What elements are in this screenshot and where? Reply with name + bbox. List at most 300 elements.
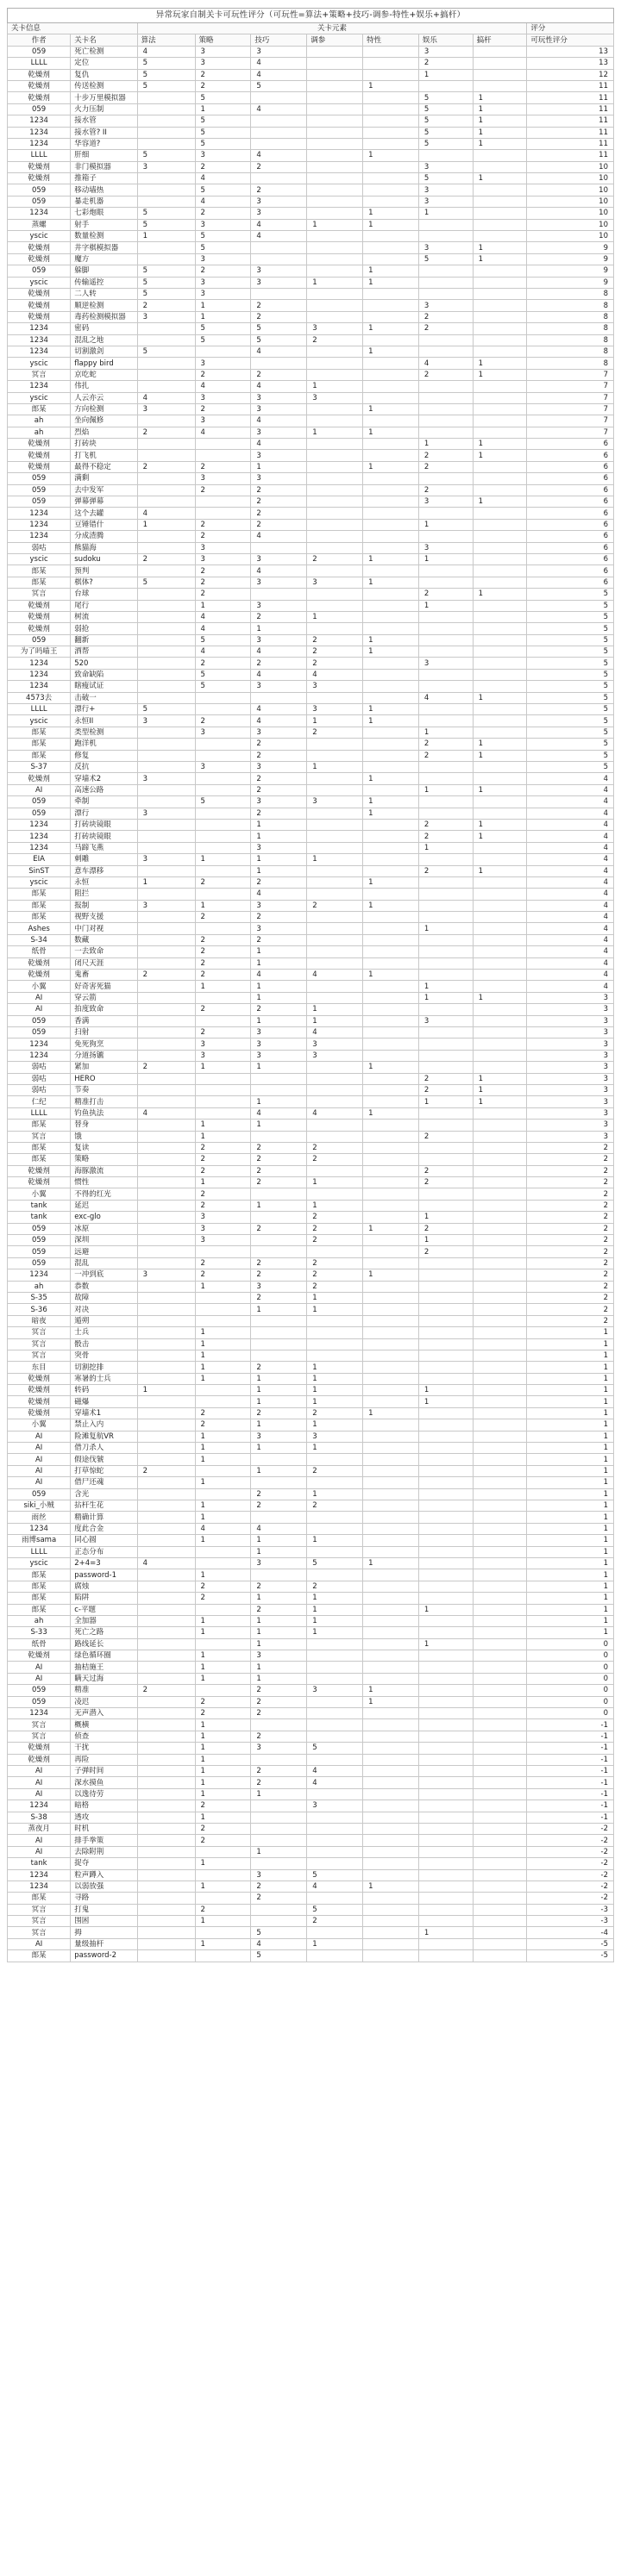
- table-row: [8, 611, 614, 622]
- cell-author: ah: [8, 1615, 71, 1626]
- cell-skill: 3: [251, 762, 307, 773]
- cell-score: 11: [527, 115, 614, 127]
- cell-tuning: [307, 1673, 363, 1684]
- cell-strategy: 5: [195, 138, 251, 149]
- cell-author: 乾燥剂: [8, 80, 71, 91]
- cell-strategy: 3: [195, 542, 251, 553]
- cell-author: 乾燥剂: [8, 957, 71, 969]
- cell-strategy: [195, 739, 251, 750]
- cell-author: LLLL: [8, 1107, 71, 1119]
- cell-author: 雨丝: [8, 1512, 71, 1523]
- cell-strategy: 4: [195, 427, 251, 438]
- cell-entertainment: [418, 1500, 473, 1512]
- cell-score: -2: [527, 1846, 614, 1857]
- cell-level: 深圳: [71, 1235, 137, 1246]
- cell-trick: [473, 1062, 527, 1073]
- cell-entertainment: [418, 1188, 473, 1200]
- cell-skill: 2: [251, 1004, 307, 1015]
- table-row: [8, 739, 614, 750]
- cell-tuning: 2: [307, 1281, 363, 1292]
- cell-feature: [363, 1823, 419, 1834]
- cell-tuning: 1: [307, 219, 363, 230]
- cell-tuning: [307, 358, 363, 369]
- cell-tuning: [307, 1812, 363, 1823]
- cell-entertainment: [418, 1569, 473, 1581]
- group-header-row: [8, 23, 614, 34]
- cell-entertainment: [418, 1650, 473, 1662]
- cell-trick: [473, 519, 527, 530]
- cell-level: 围困: [71, 1916, 137, 1927]
- cell-level: 好奇害死猫: [71, 981, 137, 992]
- cell-tuning: [307, 1188, 363, 1200]
- cell-feature: [363, 889, 419, 900]
- cell-feature: [363, 127, 419, 138]
- cell-entertainment: 1: [418, 992, 473, 1003]
- cell-level: 扫射: [71, 1026, 137, 1038]
- cell-score: 11: [527, 80, 614, 91]
- cell-level: 险滩复航VR: [71, 1431, 137, 1442]
- cell-strategy: [195, 808, 251, 819]
- cell-tuning: [307, 808, 363, 819]
- cell-entertainment: [418, 1026, 473, 1038]
- table-row: [8, 1373, 614, 1384]
- cell-tuning: [307, 819, 363, 830]
- table-row: [8, 1638, 614, 1650]
- cell-score: 1: [527, 1419, 614, 1431]
- cell-level: 去中发军: [71, 484, 137, 496]
- cell-level: 弹幕弹幕: [71, 496, 137, 508]
- cell-score: 5: [527, 600, 614, 611]
- cell-trick: [473, 1731, 527, 1742]
- cell-entertainment: [418, 1443, 473, 1454]
- cell-author: 郎某: [8, 750, 71, 761]
- cell-entertainment: [418, 681, 473, 692]
- cell-level: 借尸还魂: [71, 1477, 137, 1488]
- cell-tuning: [307, 1696, 363, 1707]
- cell-entertainment: [418, 1754, 473, 1765]
- cell-skill: 1: [251, 461, 307, 472]
- cell-skill: 2: [251, 1777, 307, 1788]
- table-row: [8, 1477, 614, 1488]
- cell-algorithm: [137, 1246, 195, 1257]
- header-level: 关卡名: [71, 34, 137, 46]
- cell-entertainment: 1: [418, 1212, 473, 1223]
- cell-level: 量级抽杆: [71, 1938, 137, 1949]
- cell-entertainment: 2: [418, 323, 473, 334]
- cell-tuning: [307, 138, 363, 149]
- table-row: [8, 1407, 614, 1419]
- cell-tuning: 1: [307, 1177, 363, 1188]
- cell-skill: 2: [251, 808, 307, 819]
- cell-feature: 1: [363, 219, 419, 230]
- cell-tuning: [307, 173, 363, 184]
- cell-author: 1234: [8, 658, 71, 669]
- cell-entertainment: [418, 577, 473, 588]
- group-score: 评分: [527, 23, 614, 34]
- table-row: [8, 553, 614, 564]
- table-row: [8, 900, 614, 911]
- table-row: [8, 727, 614, 738]
- table-row: [8, 658, 614, 669]
- cell-level: 度此合金: [71, 1523, 137, 1534]
- cell-feature: [363, 1362, 419, 1373]
- cell-tuning: [307, 831, 363, 842]
- cell-tuning: 1: [307, 715, 363, 727]
- cell-entertainment: [418, 231, 473, 242]
- cell-entertainment: 1: [418, 784, 473, 795]
- cell-feature: [363, 1281, 419, 1292]
- cell-feature: [363, 1604, 419, 1615]
- cell-skill: 4: [251, 346, 307, 357]
- cell-feature: [363, 946, 419, 957]
- cell-score: 4: [527, 773, 614, 784]
- cell-trick: [473, 1431, 527, 1442]
- cell-entertainment: [418, 934, 473, 945]
- cell-entertainment: [418, 1823, 473, 1834]
- cell-algorithm: 1: [137, 231, 195, 242]
- cell-author: 冥言: [8, 1131, 71, 1142]
- cell-author: 纸骨: [8, 1638, 71, 1650]
- cell-tuning: 1: [307, 1488, 363, 1500]
- cell-feature: [363, 1419, 419, 1431]
- cell-entertainment: [418, 1477, 473, 1488]
- cell-strategy: 1: [195, 1719, 251, 1731]
- cell-score: 10: [527, 219, 614, 230]
- cell-author: AI: [8, 1777, 71, 1788]
- cell-algorithm: [137, 1512, 195, 1523]
- cell-level: HERO: [71, 1073, 137, 1084]
- cell-skill: 4: [251, 715, 307, 727]
- cell-trick: [473, 1488, 527, 1500]
- cell-strategy: [195, 1096, 251, 1107]
- cell-trick: [473, 1304, 527, 1315]
- cell-algorithm: [137, 819, 195, 830]
- cell-entertainment: [418, 1154, 473, 1165]
- table-row: [8, 600, 614, 611]
- cell-score: -1: [527, 1788, 614, 1799]
- cell-skill: 3: [251, 1743, 307, 1754]
- cell-algorithm: [137, 1546, 195, 1557]
- cell-entertainment: [418, 889, 473, 900]
- cell-score: 5: [527, 750, 614, 761]
- cell-level: 复读: [71, 1142, 137, 1153]
- cell-entertainment: [418, 1327, 473, 1338]
- cell-tuning: [307, 1846, 363, 1857]
- cell-entertainment: 2: [418, 589, 473, 600]
- cell-feature: [363, 1396, 419, 1407]
- group-info: 关卡信息: [8, 23, 138, 34]
- cell-entertainment: 1: [418, 842, 473, 853]
- cell-skill: 4: [251, 531, 307, 542]
- cell-level: 深水摸鱼: [71, 1777, 137, 1788]
- cell-trick: 1: [473, 496, 527, 508]
- cell-level: 台球: [71, 589, 137, 600]
- cell-entertainment: [418, 1269, 473, 1281]
- cell-author: 乾燥剂: [8, 288, 71, 299]
- cell-level: 接水管: [71, 115, 137, 127]
- cell-strategy: [195, 1685, 251, 1696]
- cell-feature: [363, 1662, 419, 1673]
- cell-level: 干扰: [71, 1743, 137, 1754]
- cell-level: 子弹时间: [71, 1765, 137, 1776]
- cell-score: 7: [527, 415, 614, 427]
- cell-trick: [473, 923, 527, 934]
- cell-algorithm: [137, 1858, 195, 1869]
- cell-strategy: 1: [195, 1512, 251, 1523]
- cell-feature: [363, 1477, 419, 1488]
- cell-entertainment: 5: [418, 138, 473, 149]
- cell-algorithm: [137, 1593, 195, 1604]
- cell-algorithm: [137, 1916, 195, 1927]
- cell-skill: 2: [251, 1223, 307, 1234]
- cell-trick: 1: [473, 784, 527, 795]
- cell-trick: [473, 1131, 527, 1142]
- cell-algorithm: [137, 127, 195, 138]
- cell-author: siki_小贼: [8, 1500, 71, 1512]
- cell-strategy: 4: [195, 381, 251, 392]
- table-row: [8, 773, 614, 784]
- cell-author: 郎某: [8, 1950, 71, 1962]
- cell-entertainment: 2: [418, 1223, 473, 1234]
- cell-score: 9: [527, 253, 614, 265]
- cell-trick: [473, 1777, 527, 1788]
- table-row: [8, 392, 614, 403]
- cell-entertainment: [418, 715, 473, 727]
- cell-trick: [473, 1765, 527, 1776]
- cell-level: 寒暑的士兵: [71, 1373, 137, 1384]
- cell-trick: [473, 1823, 527, 1834]
- cell-feature: [363, 519, 419, 530]
- cell-feature: [363, 1535, 419, 1546]
- cell-algorithm: [137, 1443, 195, 1454]
- cell-level: 死亡检测: [71, 46, 137, 57]
- table-row: [8, 634, 614, 646]
- cell-feature: 1: [363, 704, 419, 715]
- cell-author: 乾燥剂: [8, 1165, 71, 1176]
- cell-entertainment: [418, 1812, 473, 1823]
- cell-level: 传送检测: [71, 80, 137, 91]
- cell-level: 最得不稳定: [71, 461, 137, 472]
- cell-strategy: [195, 346, 251, 357]
- cell-score: 2: [527, 1212, 614, 1223]
- cell-skill: 1: [251, 1096, 307, 1107]
- cell-entertainment: [418, 1893, 473, 1904]
- cell-tuning: 3: [307, 392, 363, 403]
- cell-entertainment: 3: [418, 242, 473, 253]
- cell-trick: [473, 1223, 527, 1234]
- cell-author: AI: [8, 1465, 71, 1476]
- cell-skill: 3: [251, 1650, 307, 1662]
- cell-algorithm: [137, 1812, 195, 1823]
- cell-entertainment: [418, 912, 473, 923]
- cell-level: 方向检测: [71, 403, 137, 415]
- cell-score: 2: [527, 1235, 614, 1246]
- cell-strategy: [195, 439, 251, 450]
- cell-tuning: [307, 1662, 363, 1673]
- cell-author: LLLL: [8, 1546, 71, 1557]
- cell-tuning: [307, 519, 363, 530]
- cell-tuning: [307, 1096, 363, 1107]
- table-row: [8, 1673, 614, 1684]
- cell-level: 以逸待劳: [71, 1788, 137, 1799]
- cell-level: 节奏: [71, 1084, 137, 1095]
- cell-score: -5: [527, 1938, 614, 1949]
- cell-trick: 1: [473, 242, 527, 253]
- cell-author: 郎某: [8, 727, 71, 738]
- cell-feature: [363, 1096, 419, 1107]
- cell-tuning: 2: [307, 646, 363, 658]
- cell-algorithm: 2: [137, 1685, 195, 1696]
- cell-strategy: [195, 842, 251, 853]
- cell-feature: [363, 923, 419, 934]
- cell-strategy: 2: [195, 1835, 251, 1846]
- table-row: [8, 369, 614, 380]
- cell-trick: [473, 1638, 527, 1650]
- cell-author: 乾燥剂: [8, 92, 71, 103]
- cell-tuning: [307, 1512, 363, 1523]
- cell-trick: [473, 773, 527, 784]
- cell-score: 6: [527, 484, 614, 496]
- cell-level: 突骨: [71, 1350, 137, 1361]
- cell-skill: 4: [251, 1107, 307, 1119]
- cell-trick: [473, 1327, 527, 1338]
- cell-feature: 1: [363, 1062, 419, 1073]
- cell-score: 4: [527, 819, 614, 830]
- cell-level: 故障: [71, 1292, 137, 1303]
- cell-author: AI: [8, 992, 71, 1003]
- table-row: [8, 1062, 614, 1073]
- cell-score: 2: [527, 1292, 614, 1303]
- cell-level: 传输遥控: [71, 277, 137, 288]
- cell-author: 059: [8, 1026, 71, 1038]
- table-row: [8, 1950, 614, 1962]
- cell-tuning: 2: [307, 334, 363, 346]
- cell-score: 8: [527, 300, 614, 311]
- cell-score: 2: [527, 1246, 614, 1257]
- cell-author: yscic: [8, 553, 71, 564]
- table-row: [8, 1385, 614, 1396]
- cell-trick: [473, 219, 527, 230]
- cell-algorithm: [137, 1835, 195, 1846]
- cell-strategy: 3: [195, 358, 251, 369]
- cell-entertainment: [418, 611, 473, 622]
- cell-score: 2: [527, 1304, 614, 1315]
- cell-level: 阻拦: [71, 889, 137, 900]
- cell-strategy: 1: [195, 311, 251, 322]
- cell-level: 同心圆: [71, 1535, 137, 1546]
- cell-strategy: 2: [195, 265, 251, 277]
- cell-feature: [363, 727, 419, 738]
- cell-entertainment: [418, 946, 473, 957]
- cell-tuning: 3: [307, 1431, 363, 1442]
- cell-feature: 1: [363, 403, 419, 415]
- cell-tuning: [307, 1546, 363, 1557]
- cell-author: 059: [8, 808, 71, 819]
- cell-strategy: [195, 704, 251, 715]
- cell-algorithm: [137, 1084, 195, 1095]
- cell-level: 打砖块镜眼: [71, 831, 137, 842]
- cell-entertainment: 3: [418, 496, 473, 508]
- cell-algorithm: [137, 1131, 195, 1142]
- cell-tuning: [307, 876, 363, 888]
- table-row: [8, 403, 614, 415]
- cell-strategy: 3: [195, 58, 251, 69]
- cell-feature: [363, 1373, 419, 1384]
- cell-feature: [363, 1165, 419, 1176]
- cell-skill: 1: [251, 1638, 307, 1650]
- cell-trick: [473, 1881, 527, 1892]
- cell-strategy: 3: [195, 415, 251, 427]
- cell-tuning: 1: [307, 1396, 363, 1407]
- cell-feature: [363, 242, 419, 253]
- cell-trick: [473, 658, 527, 669]
- cell-skill: 3: [251, 403, 307, 415]
- cell-skill: [251, 1350, 307, 1361]
- cell-entertainment: 1: [418, 1604, 473, 1615]
- cell-trick: [473, 161, 527, 172]
- table-row: [8, 1685, 614, 1696]
- cell-level: 打鬼: [71, 1904, 137, 1915]
- cell-algorithm: [137, 1154, 195, 1165]
- cell-level: 混乱: [71, 1257, 137, 1269]
- cell-feature: [363, 1638, 419, 1650]
- table-row: [8, 1315, 614, 1326]
- cell-tuning: [307, 115, 363, 127]
- cell-feature: 1: [363, 646, 419, 658]
- cell-level: 禁止入内: [71, 1419, 137, 1431]
- cell-score: 0: [527, 1650, 614, 1662]
- cell-entertainment: [418, 1142, 473, 1153]
- cell-feature: [363, 658, 419, 669]
- cell-feature: [363, 1812, 419, 1823]
- cell-tuning: 3: [307, 1800, 363, 1812]
- cell-trick: [473, 69, 527, 80]
- cell-feature: [363, 69, 419, 80]
- cell-skill: [251, 1858, 307, 1869]
- cell-feature: [363, 439, 419, 450]
- cell-algorithm: 3: [137, 403, 195, 415]
- cell-strategy: 2: [195, 1823, 251, 1834]
- cell-strategy: 1: [195, 300, 251, 311]
- cell-level: 华容道?: [71, 138, 137, 149]
- cell-feature: [363, 508, 419, 519]
- cell-trick: [473, 1615, 527, 1626]
- table-row: [8, 450, 614, 461]
- cell-trick: 1: [473, 173, 527, 184]
- cell-level: 腐烛: [71, 1581, 137, 1592]
- cell-author: AI: [8, 1004, 71, 1015]
- cell-score: 4: [527, 912, 614, 923]
- cell-trick: [473, 1235, 527, 1246]
- cell-algorithm: [137, 1869, 195, 1881]
- cell-tuning: 1: [307, 381, 363, 392]
- cell-feature: [363, 1120, 419, 1131]
- cell-author: 冥言: [8, 1338, 71, 1350]
- cell-author: 059: [8, 1488, 71, 1500]
- cell-feature: [363, 1142, 419, 1153]
- cell-author: 1234: [8, 508, 71, 519]
- cell-score: 10: [527, 161, 614, 172]
- cell-feature: 1: [363, 577, 419, 588]
- cell-trick: [473, 1754, 527, 1765]
- cell-author: 1234: [8, 1881, 71, 1892]
- cell-trick: 1: [473, 358, 527, 369]
- cell-trick: [473, 1673, 527, 1684]
- cell-score: -2: [527, 1893, 614, 1904]
- cell-author: 郎某: [8, 1120, 71, 1131]
- cell-trick: [473, 970, 527, 981]
- cell-level: 数藏: [71, 934, 137, 945]
